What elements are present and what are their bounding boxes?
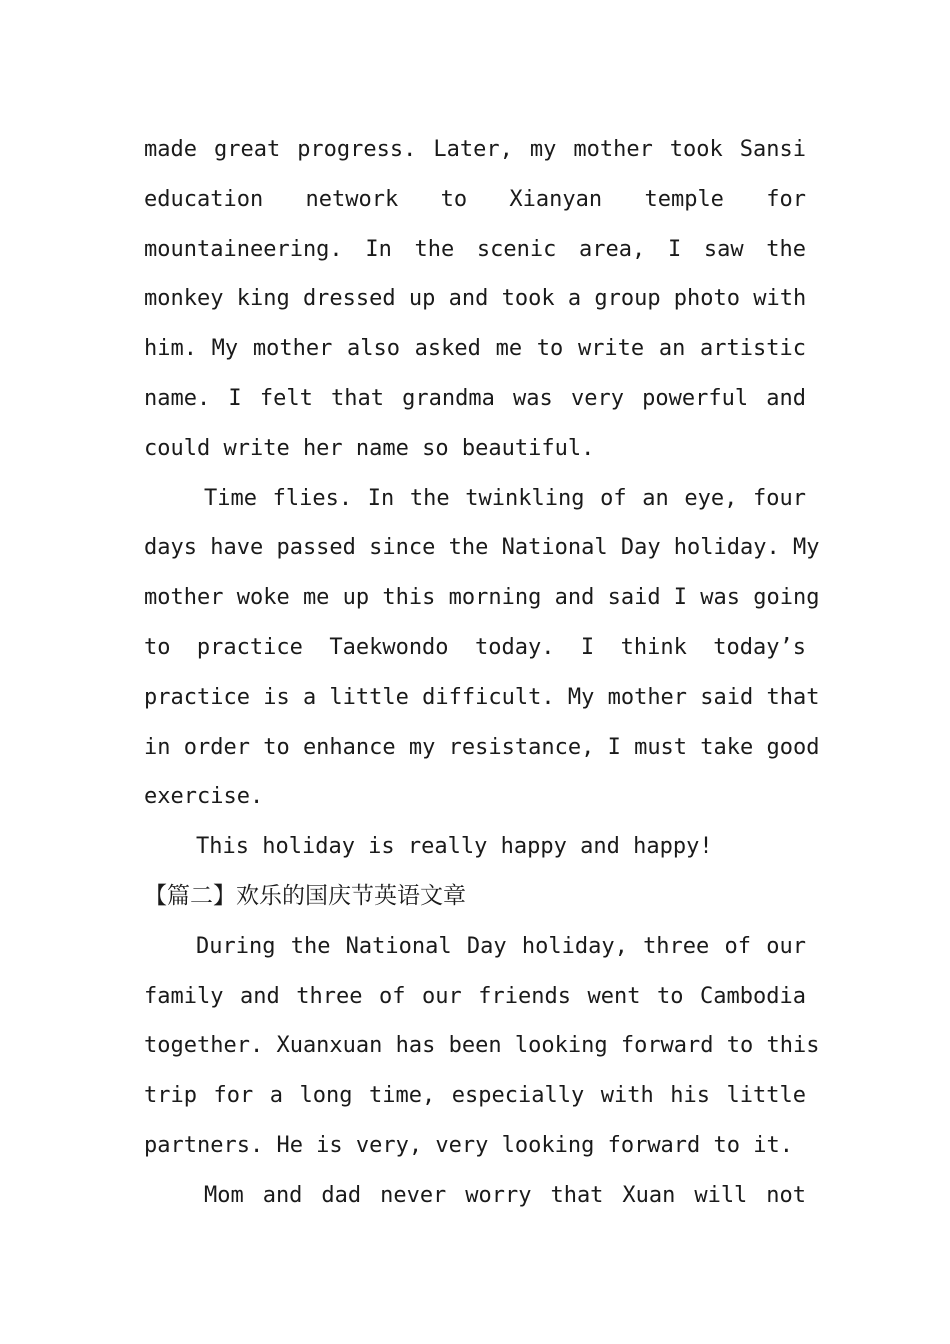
paragraph (144, 822, 806, 872)
text-line: mother woke me up this morning and said I was going (144, 585, 820, 611)
text-line: This holiday is really happy and happy! (196, 834, 713, 860)
text-line: together. Xuanxuan has been looking forward to this (144, 1033, 820, 1059)
paragraph (144, 125, 806, 474)
text-line: education network to Xianyan temple for (144, 186, 806, 212)
text-line: Mom and dad never worry that Xuan will not (204, 1182, 806, 1208)
text-line: made great progress. Later, my mother took Sansi (144, 137, 806, 162)
text-line: days have passed since the National Day holiday. My (144, 535, 820, 561)
text-line: name. I felt that grandma was very powerful and (144, 385, 806, 411)
text-line: to practice Taekwondo today. I think today’s (144, 634, 806, 660)
paragraph (144, 1171, 806, 1221)
text-line: partners. He is very, very looking forward to it. (144, 1132, 794, 1158)
text-line: practice is a little difficult. My mother said that (144, 684, 820, 710)
document-body (144, 125, 820, 1221)
text-line: in order to enhance my resistance, I must take good (144, 734, 820, 760)
text-line: monkey king dressed up and took a group photo with (144, 286, 807, 312)
text-line: exercise. (144, 784, 264, 810)
paragraph (144, 922, 820, 1171)
text-line: During the National Day holiday, three of our (196, 933, 806, 959)
text-line: Time flies. In the twinkling of an eye, four (204, 485, 806, 511)
text-line: family and three of our friends went to Cambodia (144, 983, 806, 1009)
paragraph (144, 474, 820, 823)
text-line: could write her name so beautiful. (144, 435, 595, 461)
text-line: trip for a long time, especially with his little (144, 1083, 806, 1109)
section-heading: 【篇二】欢乐的国庆节英语文章 (144, 882, 466, 909)
text-line: him. My mother also asked me to write an artistic (144, 336, 806, 362)
text-line: mountaineering. In the scenic area, I saw the (144, 236, 806, 262)
